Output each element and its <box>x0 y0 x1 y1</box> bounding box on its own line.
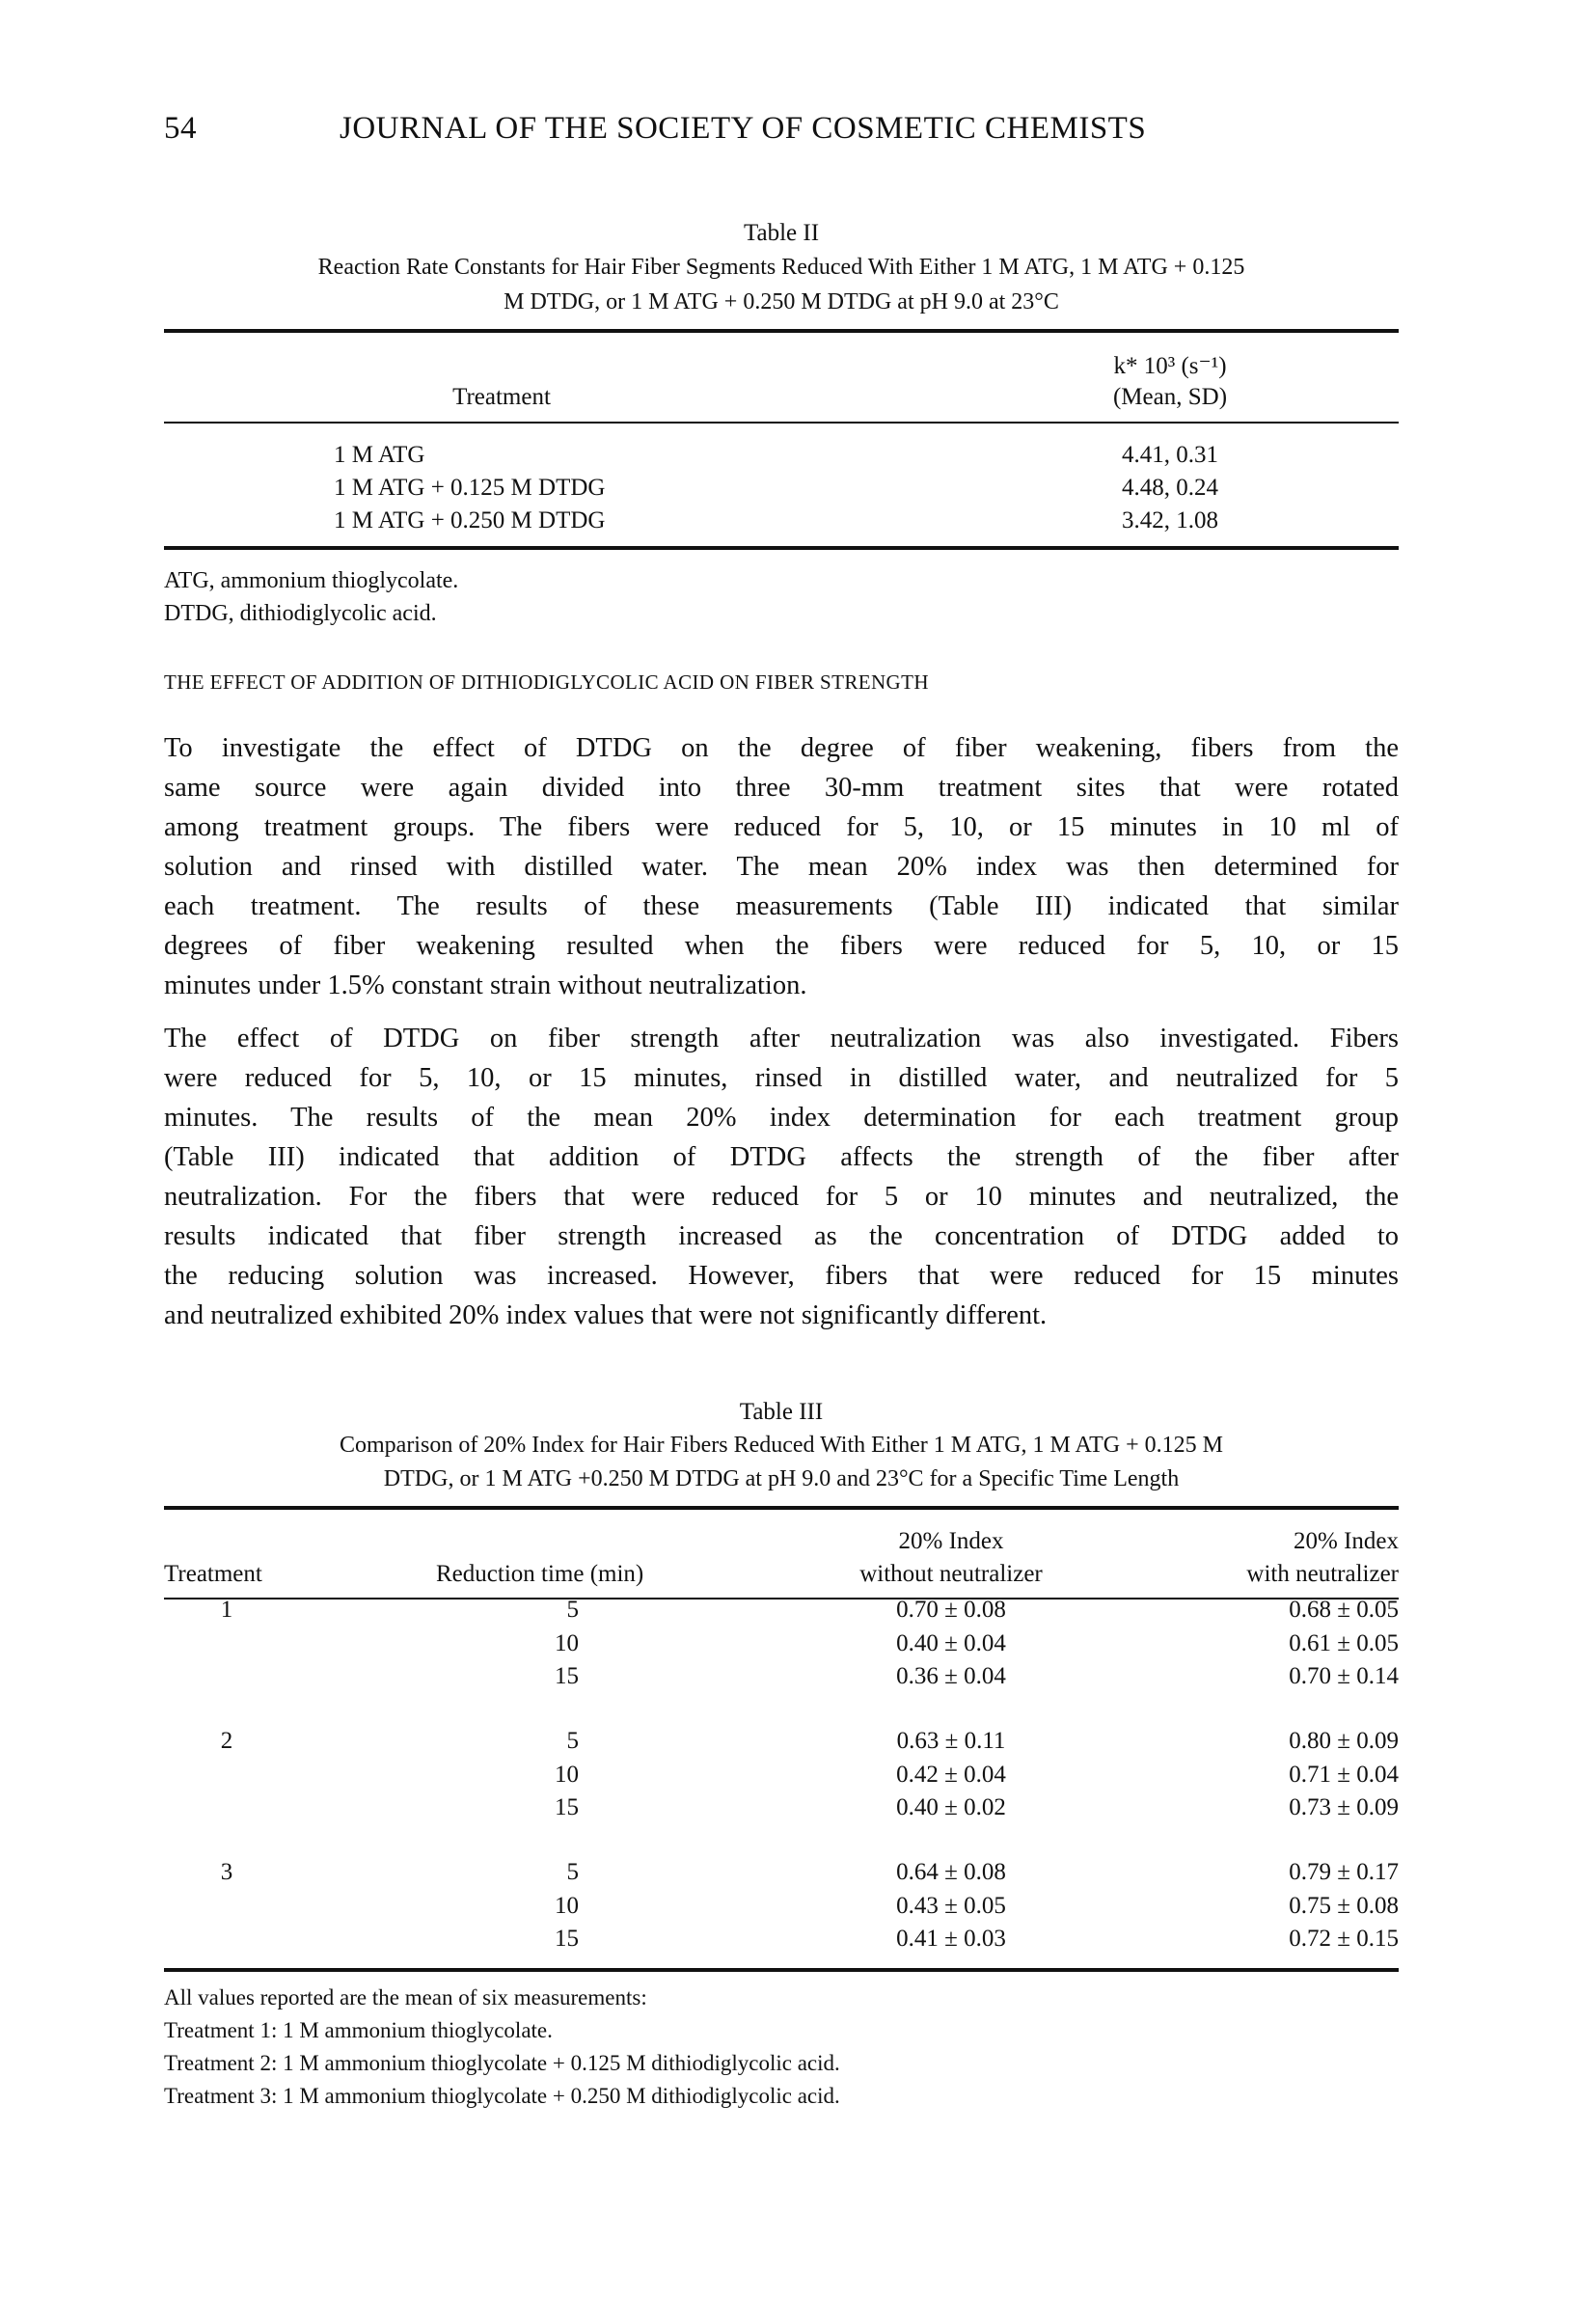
table3-with: 0.61 ± 0.05 <box>1289 1629 1399 1656</box>
table3-col-without: 20% Index <box>898 1528 1004 1554</box>
table2-col-k: k* 10³ (s⁻¹) <box>1113 353 1227 379</box>
table3-treatment: 1 <box>220 1597 233 1623</box>
paragraph-line: same source were again divided into three 30-mm treatment sites that were rotated <box>164 773 1399 803</box>
paragraph-line: results indicated that fiber strength increased as the concentration of DTDG added to <box>164 1221 1399 1251</box>
paragraph-line: and neutralized exhibited 20% index values that were not significantly different. <box>164 1300 1048 1330</box>
table2-footnote: DTDG, dithiodiglycolic acid. <box>164 601 437 626</box>
table3-footnote: All values reported are the mean of six measurements: <box>164 1985 647 2010</box>
table2-row-treatment: 1 M ATG <box>334 442 425 468</box>
table3-without: 0.36 ± 0.04 <box>896 1663 1006 1689</box>
table3-with: 0.71 ± 0.04 <box>1289 1761 1399 1788</box>
table3-footnote: Treatment 3: 1 M ammonium thioglycolate + 0.250 M dithiodiglycolic acid. <box>164 2084 840 2108</box>
section-heading: THE EFFECT OF ADDITION OF DITHIODIGLYCOLIC ACID ON FIBER STRENGTH <box>164 670 929 694</box>
table3-without: 0.42 ± 0.04 <box>896 1761 1006 1788</box>
table3-caption-line1: Comparison of 20% Index for Hair Fibers Reduced With Either 1 M ATG, 1 M ATG + 0.125 M <box>339 1433 1224 1458</box>
paragraph-line: minutes under 1.5% constant strain without neutralization. <box>164 971 807 1000</box>
paragraph-line: The effect of DTDG on fiber strength after neutralization was also investigated. Fibers <box>164 1024 1399 1053</box>
table3-with: 0.68 ± 0.05 <box>1289 1597 1399 1623</box>
table2-bottom-rule <box>164 546 1399 550</box>
table3-col-without-sub: without neutralizer <box>859 1561 1043 1587</box>
table3-time: 10 <box>555 1892 579 1919</box>
table3-caption-line2: DTDG, or 1 M ATG +0.250 M DTDG at pH 9.0 and 23°C for a Specific Time Length <box>383 1466 1180 1491</box>
paragraph-line: the reducing solution was increased. However, fibers that were reduced for 15 minutes <box>164 1261 1399 1291</box>
table2-row-treatment: 1 M ATG + 0.125 M DTDG <box>334 475 606 501</box>
table2-row-value: 4.41, 0.31 <box>1122 442 1218 468</box>
journal-title: JOURNAL OF THE SOCIETY OF COSMETIC CHEMISTS <box>340 111 1147 146</box>
paragraph-line: solution and rinsed with distilled water. The mean 20% index was then determined for <box>164 852 1399 882</box>
table2-row-treatment: 1 M ATG + 0.250 M DTDG <box>334 507 606 533</box>
table3-col-with: 20% Index <box>1294 1528 1399 1554</box>
table2-caption-line2: M DTDG, or 1 M ATG + 0.250 M DTDG at pH 9.0 at 23°C <box>504 289 1059 314</box>
paragraph-line: each treatment. The results of these measurements (Table III) indicated that similar <box>164 891 1399 921</box>
table3-footnote: Treatment 1: 1 M ammonium thioglycolate. <box>164 2018 553 2042</box>
table3-with: 0.75 ± 0.08 <box>1289 1892 1399 1919</box>
paragraph-line: degrees of fiber weakening resulted when the fibers were reduced for 5, 10, or 15 <box>164 931 1399 961</box>
table3-with: 0.72 ± 0.15 <box>1289 1926 1399 1952</box>
table3-with: 0.80 ± 0.09 <box>1289 1728 1399 1754</box>
paragraph-2 <box>164 1019 1399 1335</box>
paragraph-line: were reduced for 5, 10, or 15 minutes, rinsed in distilled water, and neutralized for 5 <box>164 1063 1399 1093</box>
page-number: 54 <box>164 111 197 146</box>
table2-row-value: 3.42, 1.08 <box>1122 507 1218 533</box>
table3-col-treatment: Treatment <box>164 1561 262 1587</box>
table3-without: 0.41 ± 0.03 <box>896 1926 1006 1952</box>
table2-title: Table II <box>743 220 820 246</box>
table3-title: Table III <box>739 1399 824 1425</box>
paragraph-line: neutralization. For the fibers that were reduced for 5 or 10 minutes and neutralized, the <box>164 1182 1399 1212</box>
paragraph-1 <box>164 728 1399 1005</box>
table3-time: 15 <box>555 1794 579 1820</box>
table2-footnote: ATG, ammonium thioglycolate. <box>164 568 459 593</box>
table3-without: 0.43 ± 0.05 <box>896 1892 1006 1919</box>
table3-without: 0.40 ± 0.02 <box>896 1794 1006 1820</box>
table3-without: 0.70 ± 0.08 <box>896 1597 1006 1623</box>
table2-col-k-sub: (Mean, SD) <box>1112 384 1228 410</box>
paragraph-line: minutes. The results of the mean 20% index determination for each treatment group <box>164 1103 1399 1133</box>
table3-time: 15 <box>555 1663 579 1689</box>
paragraph-line: among treatment groups. The fibers were reduced for 5, 10, or 15 minutes in 10 ml of <box>164 812 1399 842</box>
table3-bottom-rule <box>164 1968 1399 1972</box>
table2-row-value: 4.48, 0.24 <box>1122 475 1218 501</box>
table3-time: 5 <box>566 1728 579 1754</box>
table3-top-rule <box>164 1506 1399 1510</box>
table3-footnote: Treatment 2: 1 M ammonium thioglycolate + 0.125 M dithiodiglycolic acid. <box>164 2051 840 2075</box>
table3-col-time: Reduction time (min) <box>436 1561 644 1587</box>
table3-without: 0.40 ± 0.04 <box>896 1629 1006 1656</box>
table3-with: 0.79 ± 0.17 <box>1289 1859 1399 1885</box>
table3-time: 5 <box>566 1859 579 1885</box>
table3-time: 10 <box>555 1629 579 1656</box>
table3-time: 10 <box>555 1761 579 1788</box>
paragraph-line: To investigate the effect of DTDG on the degree of fiber weakening, fibers from the <box>164 733 1399 763</box>
table3-time: 15 <box>555 1926 579 1952</box>
table2-header-rule <box>164 422 1399 424</box>
table3-time: 5 <box>566 1597 579 1623</box>
table3-with: 0.70 ± 0.14 <box>1289 1663 1399 1689</box>
table2-caption-line1: Reaction Rate Constants for Hair Fiber Segments Reduced With Either 1 M ATG, 1 M ATG + 0.125 <box>317 255 1245 280</box>
table3-treatment: 3 <box>220 1859 233 1885</box>
table3-with: 0.73 ± 0.09 <box>1289 1794 1399 1820</box>
table2-col-treatment: Treatment <box>452 384 551 410</box>
table3-treatment: 2 <box>220 1728 233 1754</box>
table2-top-rule <box>164 329 1399 333</box>
paragraph-line: (Table III) indicated that addition of DTDG affects the strength of the fiber after <box>164 1142 1399 1172</box>
table3-col-with-sub: with neutralizer <box>1246 1561 1399 1587</box>
table3-without: 0.64 ± 0.08 <box>896 1859 1006 1885</box>
table3-without: 0.63 ± 0.11 <box>896 1728 1006 1754</box>
